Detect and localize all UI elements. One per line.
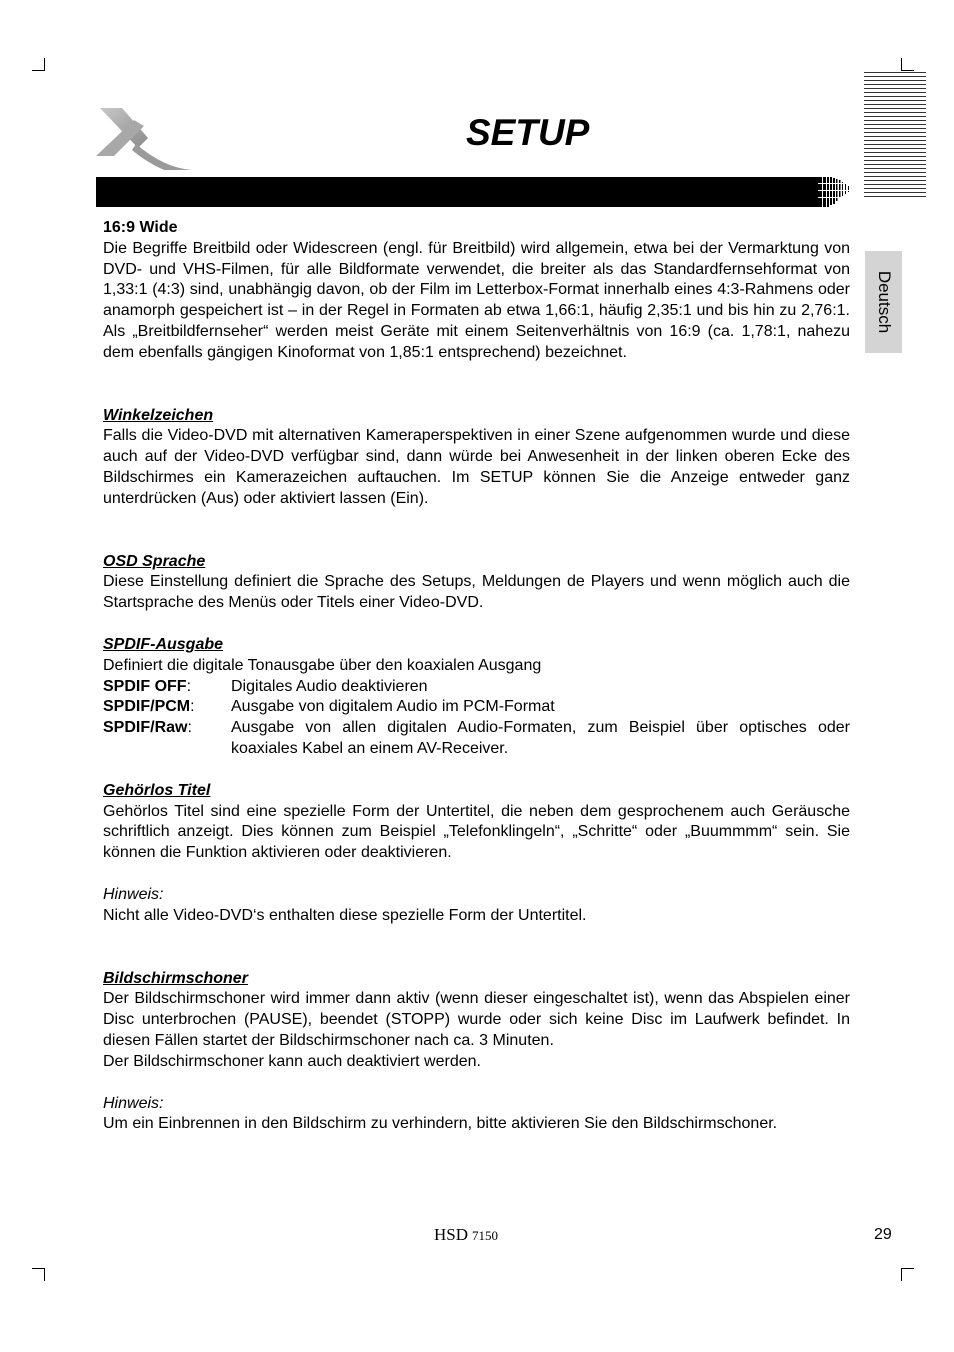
section-heading-osd: OSD Sprache xyxy=(103,552,206,570)
footer-model-name: HSD xyxy=(434,1225,469,1244)
note-body-screensaver: Um ein Einbrennen in den Bildschirm zu verhindern, bitte aktivieren Sie den Bildschirmschoner. xyxy=(103,1115,778,1133)
page-content xyxy=(103,218,850,1135)
spdif-option-desc: Ausgabe von digitalem Audio im PCM-Format xyxy=(231,698,555,716)
section-body-screensaver: Der Bildschirmschoner wird immer dann aktiv (wenn dieser eingeschaltet ist), wenn das Abspielen einer Disc unterbrochen (PAUSE), beendet (STOPP) wurde oder sich keine Disc im Laufwerk befindet. In diesen Fällen startet der Bildschirmschoner nach ca. 3 Minuten. xyxy=(103,990,850,1049)
note-body-hearing: Nicht alle Video-DVD‘s enthalten diese spezielle Form der Untertitel. xyxy=(103,906,587,924)
note-label-hearing: Hinweis: xyxy=(103,885,164,903)
side-stripe-decoration xyxy=(864,72,926,200)
section-heading-angle: Winkelzeichen xyxy=(103,406,214,424)
page-number: 29 xyxy=(874,1226,892,1243)
header-bar-dot-pattern xyxy=(818,177,854,207)
section-body-wide: Die Begriffe Breitbild oder Widescreen (engl. für Breitbild) wird allgemein, etwa bei der Vermarktung von DVD- und VHS-Filmen, für alle Bildformate verwendet, die breiter als das Standardfernsehformat von 1,33:1 (4:3) sind, unabhängig davon, ob der Film im Letterbox-Format innerhalb eines 4:3-Rahmens oder anamorph gespeichert ist – in der Regel in Formaten ab etwa 1,66:1, häufig 2,35:1 und bis hin zu 2,76:1. Als „Breitbildfernseher“ werden meist Geräte mit einem Seitenverhältnis von 16:9 (ca. 1,78:1, nahezu dem ebenfalls gängigen Kinoformat von 1,85:1 entsprechend) bezeichnet. xyxy=(103,239,850,361)
language-tab xyxy=(865,251,902,353)
spdif-option-desc: Digitales Audio deaktivieren xyxy=(231,677,428,695)
spdif-option-term: SPDIF/Raw xyxy=(103,719,188,737)
spdif-option-term: SPDIF OFF xyxy=(103,677,187,695)
crop-mark-bottom-left xyxy=(44,1268,45,1281)
section-heading-hearing: Gehörlos Titel xyxy=(103,781,211,799)
note-label-screensaver: Hinweis: xyxy=(103,1094,164,1112)
section-intro-spdif: Definiert die digitale Tonausgabe über den koaxialen Ausgang xyxy=(103,656,542,674)
section-body2-screensaver: Der Bildschirmschoner kann auch deaktiviert werden. xyxy=(103,1052,481,1070)
footer-model-number: 7150 xyxy=(472,1228,499,1243)
crop-mark-top-left xyxy=(32,70,45,71)
spdif-option-desc: Ausgabe von allen digitalen Audio-Formaten, zum Beispiel über optisches oder koaxiales Kabel an einem AV-Receiver. xyxy=(231,719,850,757)
section-body-angle: Falls die Video-DVD mit alternativen Kameraperspektiven in einer Szene aufgenommen wurde und diese auch auf der Video-DVD verfügbar sind, dann würde bei Anwesenheit in der linken oberen Ecke des Bildschirmes ein Kamerazeichen auftauchen. Im SETUP können Sie die Anzeige entweder ganz unterdrücken (Aus) oder aktiviert lassen (Ein). xyxy=(103,427,850,507)
spdif-option-row: SPDIF/PCM: Ausgabe von digitalem Audio im PCM-Format xyxy=(103,697,850,718)
language-tab-label: Deutsch xyxy=(874,270,894,334)
header-bar xyxy=(96,177,822,207)
crop-mark-bottom-right xyxy=(901,1268,902,1281)
section-body-hearing: Gehörlos Titel sind eine spezielle Form der Untertitel, die neben dem gesprochenem auch Geräusche schriftlich anzeigt. Dies können zum Beispiel „Telefonklingeln“, „Schritte“ oder „Buummmm“ sein. Sie können die Funktion aktivieren oder deaktivieren. xyxy=(103,802,850,862)
brand-x-logo-icon xyxy=(94,104,194,174)
spdif-option-term: SPDIF/PCM xyxy=(103,698,191,716)
page-title: SETUP xyxy=(466,112,590,153)
spdif-option-row: SPDIF/Raw: Ausgabe von allen digitalen Audio-Formaten, zum Beispiel über optisches oder koaxiales Kabel an einem AV-Receiver. xyxy=(103,718,850,760)
crop-mark-bottom-right xyxy=(901,1268,914,1269)
section-body-osd: Diese Einstellung definiert die Sprache des Setups, Meldungen de Players und wenn möglich auch die Startsprache des Menüs oder Titels einer Video-DVD. xyxy=(103,573,850,612)
section-heading-screensaver: Bildschirmschoner xyxy=(103,969,248,987)
crop-mark-top-right xyxy=(901,70,914,71)
section-heading-wide: 16:9 Wide xyxy=(103,219,178,236)
spdif-option-row: SPDIF OFF: Digitales Audio deaktivieren xyxy=(103,677,850,698)
section-heading-spdif: SPDIF-Ausgabe xyxy=(103,635,224,653)
footer-model xyxy=(434,1225,498,1245)
